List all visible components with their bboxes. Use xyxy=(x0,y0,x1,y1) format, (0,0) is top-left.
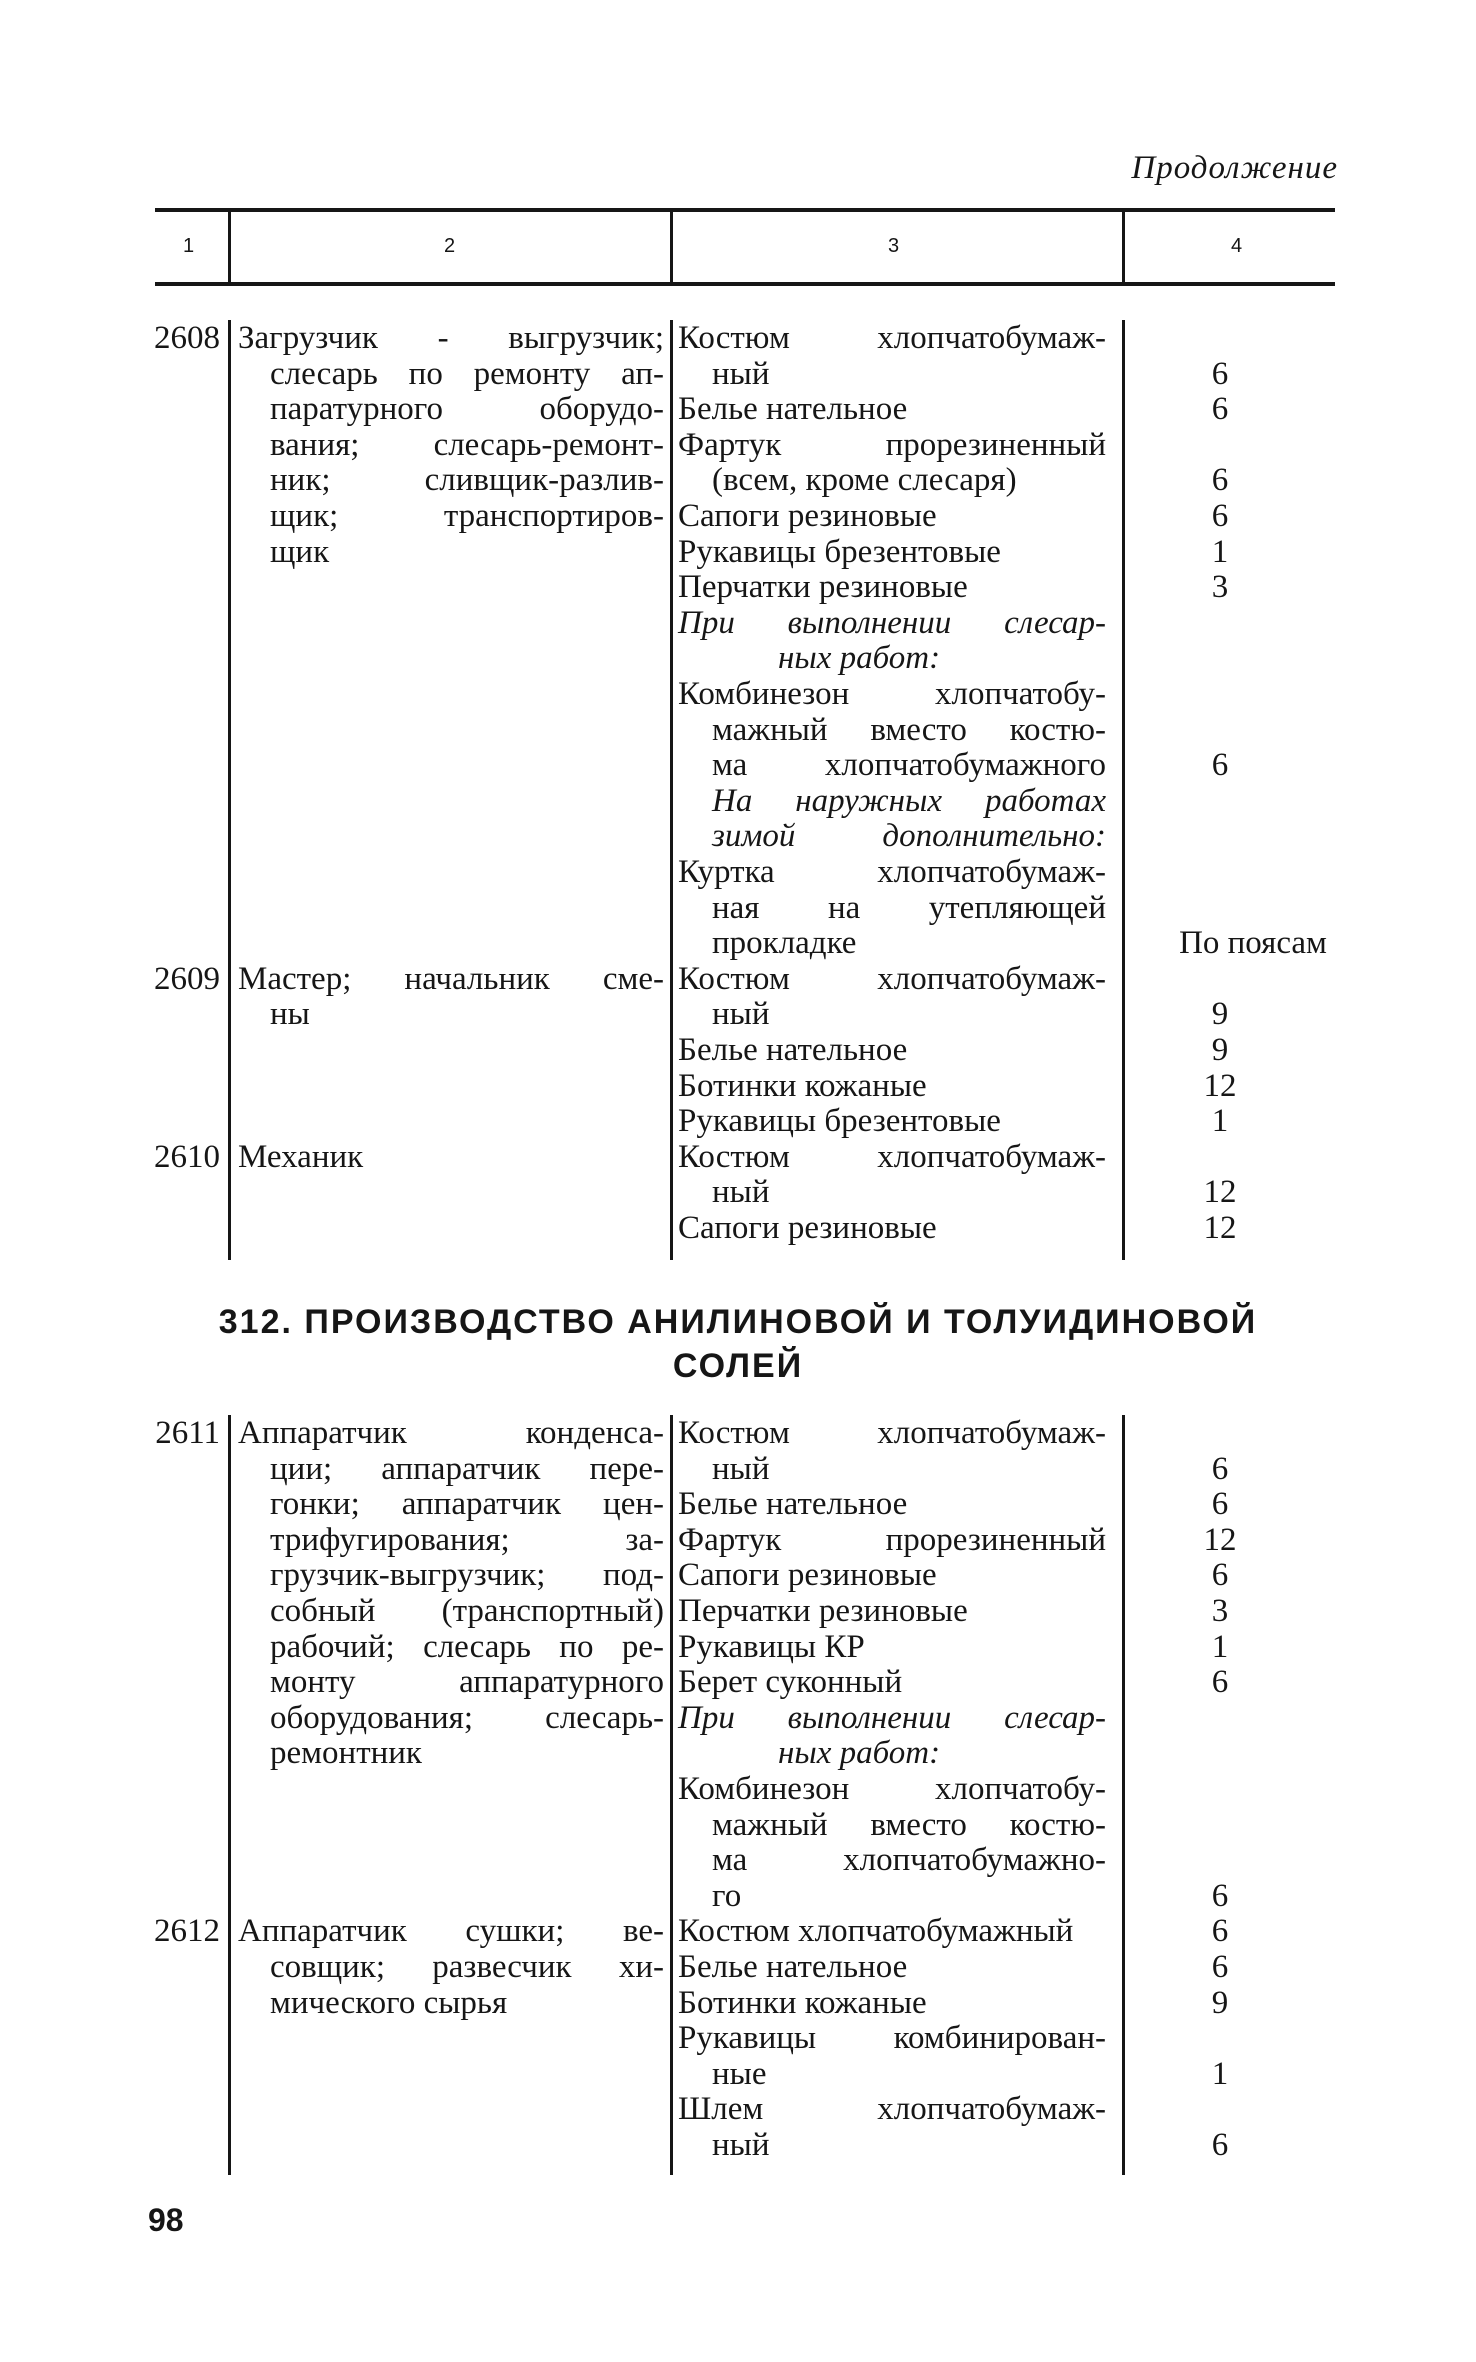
clothing-item: Белье нательное xyxy=(678,391,908,428)
profession-line: Аппаратчик конденса- xyxy=(238,1415,664,1451)
column-rule-3 xyxy=(1122,1415,1125,2175)
clothing-item: Рукавицы КР xyxy=(678,1628,865,1665)
clothing-item: ный xyxy=(712,1450,770,1487)
row-number: 2609 xyxy=(154,960,220,997)
clothing-item: (всем, кроме слесаря) xyxy=(712,462,1017,499)
profession-line: щик xyxy=(270,533,330,570)
clothing-item: Фартук прорезиненный xyxy=(678,426,1106,463)
wear-period: 12 xyxy=(1203,1521,1237,1558)
clothing-item: Белье нательное xyxy=(678,1486,908,1523)
clothing-item: ный xyxy=(712,355,770,392)
clothing-item: ный xyxy=(712,1174,770,1211)
wear-period: 6 xyxy=(1211,498,1229,534)
header-divider-3 xyxy=(1122,212,1125,282)
clothing-item: ма хлопчатобумажного xyxy=(712,747,1106,784)
clothing-item: Белье нательное xyxy=(678,1032,908,1068)
column-rule-2 xyxy=(670,1415,673,2175)
clothing-item: Рукавицы комбинирован- xyxy=(678,2020,1106,2057)
wear-period: 6 xyxy=(1211,391,1229,428)
profession-line: гонки; аппаратчик цен- xyxy=(270,1486,664,1523)
profession-line: Мастер; начальник сме- xyxy=(238,960,664,997)
header-divider-2 xyxy=(670,212,673,282)
clothing-item: Перчатки резиновые xyxy=(678,1593,968,1629)
wear-period: 1 xyxy=(1211,1628,1229,1665)
wear-period: 12 xyxy=(1203,1210,1237,1246)
column-number-2: 2 xyxy=(444,235,456,257)
profession-line: совщик; развесчик хи- xyxy=(270,1949,664,1985)
profession-line: щик; транспортиров- xyxy=(270,498,664,534)
clothing-item: Фартук прорезиненный xyxy=(678,1521,1106,1558)
wear-period: 3 xyxy=(1211,569,1229,606)
column-number-4: 4 xyxy=(1231,235,1243,257)
clothing-item: мажный вместо костю- xyxy=(712,1806,1106,1843)
wear-period: 9 xyxy=(1211,1984,1229,2021)
section-heading-line-1: 312. ПРОИЗВОДСТВО АНИЛИНОВОЙ И ТОЛУИДИНОВОЙ xyxy=(218,1303,1258,1341)
wear-period: 6 xyxy=(1211,747,1229,784)
wear-period: 6 xyxy=(1211,1949,1229,1985)
wear-period: 12 xyxy=(1203,1174,1237,1211)
clothing-item: Куртка хлопчатобумаж- xyxy=(678,854,1106,890)
wear-period: 6 xyxy=(1211,1664,1229,1701)
clothing-item: мажный вместо костю- xyxy=(712,711,1106,748)
profession-line: собный (транспортный) xyxy=(270,1593,664,1629)
wear-period: 6 xyxy=(1211,355,1229,392)
clothing-item: Ботинки кожаные xyxy=(678,1984,927,2021)
profession-line: ны xyxy=(270,996,310,1033)
clothing-item: го xyxy=(712,1877,742,1914)
clothing-item: Шлем хлопчатобумаж- xyxy=(678,2091,1106,2128)
profession-line: ремонтник xyxy=(270,1735,422,1772)
clothing-item: ный xyxy=(712,2127,770,2163)
clothing-item: ных работ: xyxy=(778,640,941,677)
page-number: 98 xyxy=(148,2202,184,2238)
column-rule-1 xyxy=(228,320,231,1260)
clothing-item: ные xyxy=(712,2055,767,2092)
profession-line: ции; аппаратчик пере- xyxy=(270,1450,664,1487)
wear-period: 6 xyxy=(1211,1913,1229,1950)
profession-line: ник; сливщик-разлив- xyxy=(270,462,664,499)
section-heading-line-2: СОЛЕЙ xyxy=(672,1347,804,1385)
column-number-3: 3 xyxy=(888,235,900,257)
wear-period: 6 xyxy=(1211,1877,1229,1914)
wear-period: 1 xyxy=(1211,1103,1229,1140)
clothing-item: Рукавицы брезентовые xyxy=(678,1103,1001,1140)
clothing-item: При выполнении слесар- xyxy=(678,1699,1106,1736)
clothing-item: При выполнении слесар- xyxy=(678,604,1106,641)
clothing-item: Комбинезон хлопчатобу- xyxy=(678,1771,1106,1807)
profession-line: Аппаратчик сушки; ве- xyxy=(238,1913,664,1950)
wear-period: 6 xyxy=(1211,1557,1229,1594)
clothing-item: Костюм хлопчатобумаж- xyxy=(678,1415,1106,1451)
table-top-rule xyxy=(155,208,1335,212)
profession-line: вания; слесарь-ремонт- xyxy=(270,426,664,463)
profession-line: паратурного оборудо- xyxy=(270,391,664,428)
clothing-item: Костюм хлопчатобумаж- xyxy=(678,320,1106,356)
clothing-item: Берет суконный xyxy=(678,1664,903,1701)
wear-period: 6 xyxy=(1211,462,1229,499)
clothing-item: Сапоги резиновые xyxy=(678,1557,937,1594)
clothing-item: ма хлопчатобумажно- xyxy=(712,1842,1106,1879)
clothing-item: Белье нательное xyxy=(678,1949,908,1985)
profession-line: рабочий; слесарь по ре- xyxy=(270,1628,664,1665)
profession-line: грузчик-выгрузчик; под- xyxy=(270,1557,664,1594)
row-number: 2610 xyxy=(154,1138,220,1175)
column-number-1: 1 xyxy=(183,235,195,257)
clothing-item: Ботинки кожаные xyxy=(678,1067,927,1104)
clothing-item: Комбинезон хлопчатобу- xyxy=(678,676,1106,712)
wear-period: 6 xyxy=(1211,2127,1229,2163)
wear-period: 3 xyxy=(1211,1593,1229,1629)
clothing-item: Костюм хлопчатобумаж- xyxy=(678,960,1106,997)
column-rule-3 xyxy=(1122,320,1125,1260)
wear-period: 1 xyxy=(1211,533,1229,570)
clothing-item: ных работ: xyxy=(778,1735,941,1772)
clothing-item: Рукавицы брезентовые xyxy=(678,533,1001,570)
clothing-item: Костюм хлопчатобумажный xyxy=(678,1913,1074,1950)
profession-line: монту аппаратурного xyxy=(270,1664,664,1701)
table-header-rule xyxy=(155,282,1335,286)
row-number: 2612 xyxy=(154,1913,220,1950)
profession-line: Механик xyxy=(238,1138,364,1175)
profession-line: оборудования; слесарь- xyxy=(270,1699,664,1736)
wear-period: 6 xyxy=(1211,1486,1229,1523)
row-number: 2608 xyxy=(154,320,220,356)
clothing-item: Сапоги резиновые xyxy=(678,1210,937,1246)
clothing-item: ный xyxy=(712,996,770,1033)
clothing-item: На наружных работах xyxy=(712,782,1106,819)
wear-period: По поясам xyxy=(1179,925,1327,962)
profession-line: слесарь по ремонту ап- xyxy=(270,355,664,392)
profession-line: Загрузчик - выгрузчик; xyxy=(238,320,664,356)
wear-period: 6 xyxy=(1211,1450,1229,1487)
column-rule-2 xyxy=(670,320,673,1260)
clothing-item: Перчатки резиновые xyxy=(678,569,968,606)
clothing-item: Костюм хлопчатобумаж- xyxy=(678,1138,1106,1175)
clothing-item: зимой дополнительно: xyxy=(712,818,1106,855)
profession-line: мического сырья xyxy=(270,1984,508,2021)
wear-period: 9 xyxy=(1211,1032,1229,1068)
wear-period: 1 xyxy=(1211,2055,1229,2092)
clothing-item: прокладке xyxy=(712,925,857,962)
continuation-label: Продолжение xyxy=(1131,150,1338,186)
row-number: 2611 xyxy=(155,1415,220,1451)
profession-line: трифугирования; за- xyxy=(270,1521,664,1558)
header-divider-1 xyxy=(228,212,231,282)
clothing-item: ная на утепляющей xyxy=(712,889,1106,926)
wear-period: 12 xyxy=(1203,1067,1237,1104)
clothing-item: Сапоги резиновые xyxy=(678,498,937,534)
column-rule-1 xyxy=(228,1415,231,2175)
wear-period: 9 xyxy=(1211,996,1229,1033)
